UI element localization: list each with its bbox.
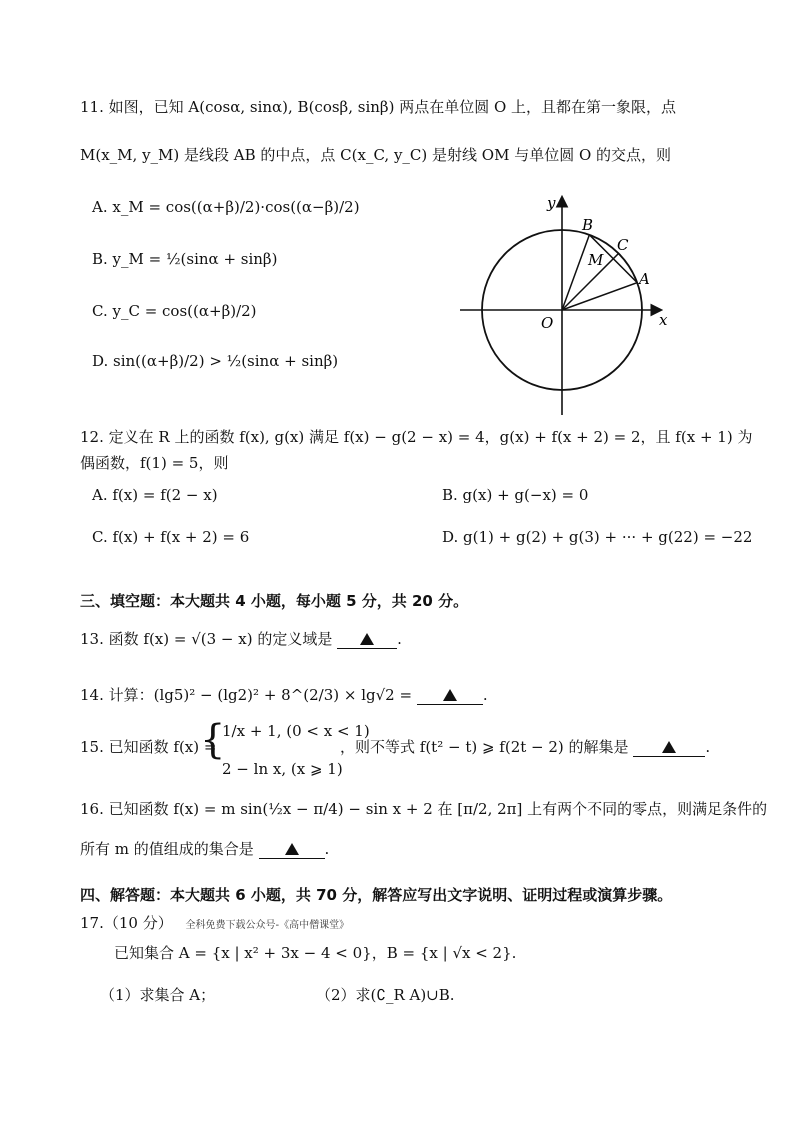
q15-suffix: ，则不等式 f(t² − t) ⩾ f(2t − 2) 的解集是	[340, 738, 629, 756]
q15-case1: 1/x + 1, (0 < x < 1)	[222, 722, 370, 740]
q11-line1: 11. 如图，已知 A(cosα, sinα), B(cosβ, sinβ) 两点在单位圆 O 上，且都在第一象限，点	[80, 98, 677, 116]
q12-line2: 偶函数，f(1) = 5，则	[80, 454, 229, 472]
triangle-icon	[285, 843, 299, 855]
section-3-heading: 三、填空题：本大题共 4 小题，每小题 5 分，共 20 分。	[80, 592, 469, 610]
answer-blank	[259, 840, 325, 859]
q17-head: 17.（10 分）	[80, 914, 173, 932]
q11-option-c: C. y_C = cos((α+β)/2)	[92, 302, 257, 320]
segment-ob	[562, 235, 589, 310]
q16-line2-wrap	[80, 840, 329, 859]
q12-option-b: B. g(x) + g(−x) = 0	[442, 486, 589, 504]
q11-option-a: A. x_M = cos((α+β)/2)·cos((α−β)/2)	[92, 198, 360, 216]
q13-text: 13. 函数 f(x) = √(3 − x) 的定义域是	[80, 630, 333, 648]
triangle-icon	[662, 741, 676, 753]
label-y: y	[547, 194, 556, 212]
label-o: O	[541, 314, 554, 332]
q11-option-b: B. y_M = ½(sinα + sinβ)	[92, 250, 278, 268]
q17-head-wrap	[80, 914, 349, 932]
unit-circle-figure	[455, 190, 685, 420]
label-b: B	[582, 216, 594, 234]
section-4-heading: 四、解答题：本大题共 6 小题，共 70 分，解答应写出文字说明、证明过程或演算步骤。	[80, 886, 673, 904]
segment-oa	[562, 283, 637, 310]
triangle-icon	[443, 689, 457, 701]
q14	[80, 686, 488, 705]
q12-option-a: A. f(x) = f(2 − x)	[92, 486, 218, 504]
answer-blank	[417, 686, 483, 705]
q12-option-d: D. g(1) + g(2) + g(3) + ··· + g(22) = −22	[442, 528, 753, 546]
q17-part2: （2）求(∁_R A)∪B.	[316, 986, 455, 1004]
brace-icon: {	[200, 717, 226, 763]
q17-part1: （1）求集合 A；	[100, 986, 216, 1004]
q14-end: .	[482, 686, 488, 704]
q16-line2: 所有 m 的值组成的集合是	[80, 840, 254, 858]
triangle-icon	[360, 633, 374, 645]
q15-case2: 2 − ln x, (x ⩾ 1)	[222, 760, 343, 778]
q15-prefix: 15. 已知函数 f(x) =	[80, 738, 217, 756]
q16-line1: 16. 已知函数 f(x) = m sin(½x − π/4) − sin x + 2 在 [π/2, 2π] 上有两个不同的零点，则满足条件的	[80, 800, 768, 818]
q15-end: .	[705, 738, 711, 756]
label-a: A	[639, 270, 650, 288]
q17-note: 全科免费下载公众号-《高中僧课堂》	[185, 920, 350, 931]
label-c: C	[617, 236, 629, 254]
q16-end: .	[324, 840, 330, 858]
q11-option-d: D. sin((α+β)/2) > ½(sinα + sinβ)	[92, 352, 339, 370]
q11-line2: M(x_M, y_M) 是线段 AB 的中点，点 C(x_C, y_C) 是射线 OM 与单位圆 O 的交点，则	[80, 146, 672, 164]
q12-option-c: C. f(x) + f(x + 2) = 6	[92, 528, 250, 546]
answer-blank	[337, 630, 397, 649]
q15-suffix-wrap	[340, 738, 710, 757]
label-m: M	[588, 251, 604, 269]
q12-line1: 12. 定义在 R 上的函数 f(x), g(x) 满足 f(x) − g(2 − x) = 4，g(x) + f(x + 2) = 2，且 f(x + 1) 为	[80, 428, 753, 446]
q17-given: 已知集合 A = {x | x² + 3x − 4 < 0}，B = {x | √x < 2}.	[114, 944, 517, 962]
label-x: x	[659, 311, 668, 329]
q13	[80, 630, 402, 649]
answer-blank	[633, 738, 705, 757]
q13-end: .	[397, 630, 402, 648]
q14-text: 14. 计算：(lg5)² − (lg2)² + 8^(2/3) × lg√2 =	[80, 686, 413, 704]
